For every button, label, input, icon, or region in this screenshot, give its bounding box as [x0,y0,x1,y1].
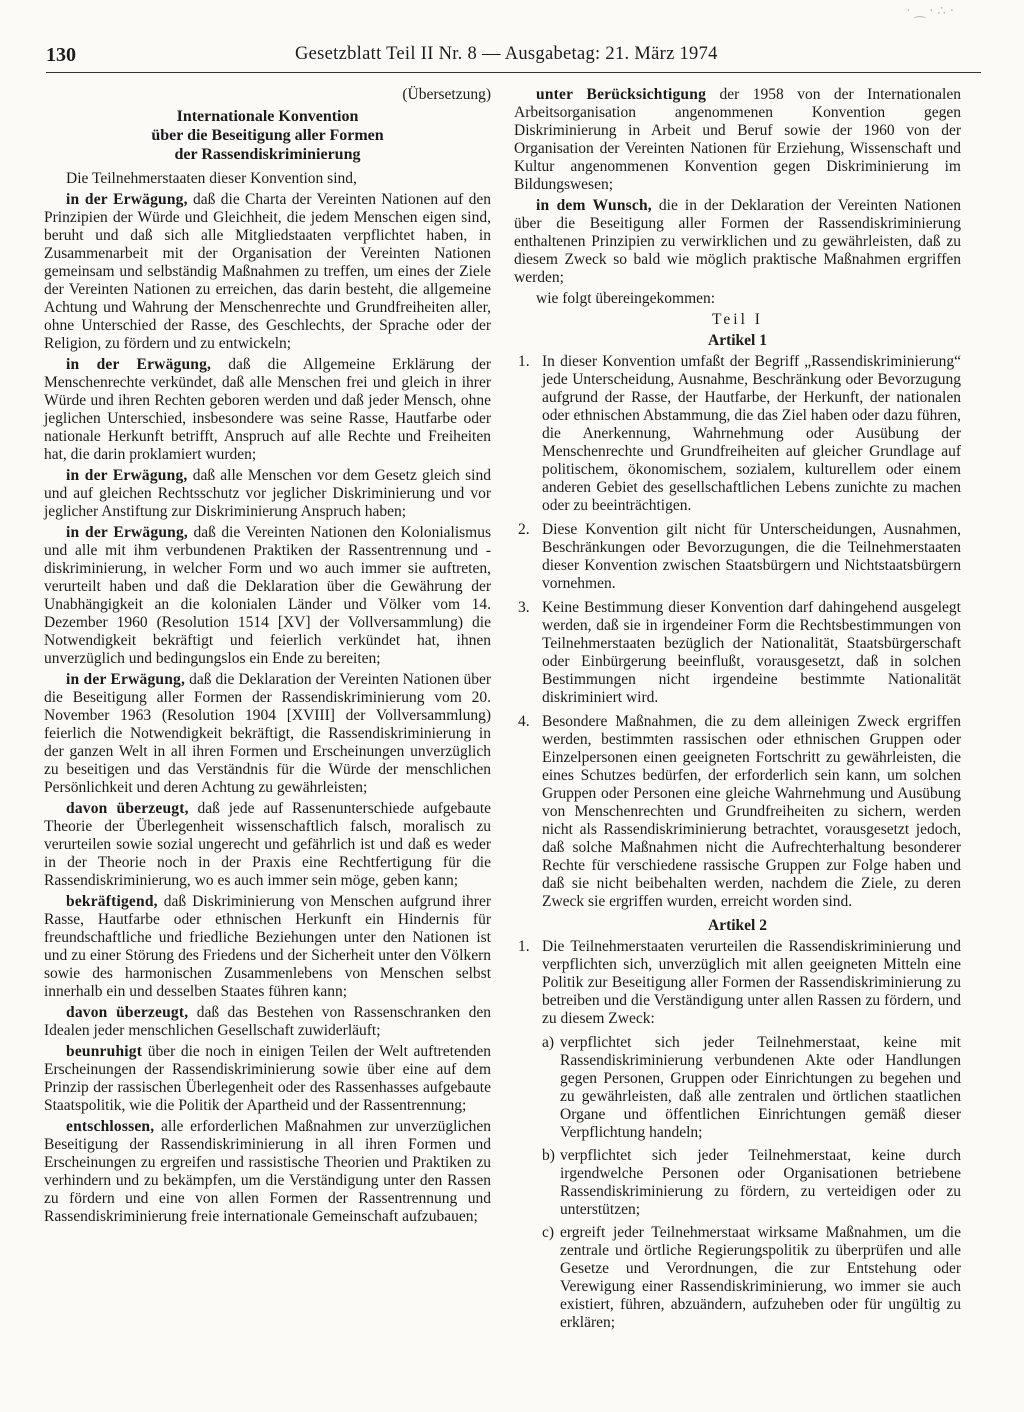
preamble-paragraph [44,1043,491,1115]
agreement-sentence: wie folgt übereingekommen: [536,290,716,307]
paragraph-keyword: in dem Wunsch, [536,197,652,214]
article-2-subitem [514,1034,961,1142]
paragraph-keyword: in der Erwägung, [66,191,188,208]
part-heading: Teil I [712,311,763,328]
header-rule [46,72,981,73]
article-1-item [514,599,961,707]
paragraph-text: daß die Allgemeine Erklärung der Menschenrechte verkündet, daß alle Menschen frei und gleich in ihrer Würde und ihren Rechten geboren werden und daß jeder Mensch, ohne jeglichen Unterschied, insbesondere was seine Rasse, Hautfarbe oder nationale Herkunft betrifft, Anspruch auf alle Rechte und Freiheiten hat, die darin proklamiert wurden; [44,356,491,463]
paragraph-keyword: beunruhigt [66,1043,143,1060]
subitem-text: verpflichtet sich jeder Teilnehmerstaat, keine mit Rassendiskriminierung verbundenen Akte oder Handlungen gegen Personen, Gruppen oder Einrichtungen zu begehen und zu gewährleisten, daß alle zentralen und örtlichen staatlichen Organe und öffentlichen Einrichtungen gemäß dieser Verpflichtung handeln; [560,1034,961,1141]
intro-sentence: Die Teilnehmerstaaten dieser Konvention sind, [66,170,357,187]
paragraph-keyword: entschlossen, [66,1118,155,1135]
paragraph-keyword: bekräftigend, [66,893,158,910]
paragraph-text: daß die Vereinten Nationen den Kolonialismus und alle mit ihm verbundenen Praktiken der Rassentrennung und -diskriminierung, in welcher Form und wo auch immer sie auftreten, verurteilt haben und daß die Deklaration über die Gewährung der Unabhängigkeit an die kolonialen Länder und Völker vom 14. Dezember 1960 (Resolution 1514 [XV] der Vollversammlung) die Notwendigkeit bekräftigt und feierlich verkündet hat, ihnen unverzüglich und bedingungslos ein Ende zu bereiten; [44,524,491,667]
paragraph-keyword: davon überzeugt, [66,800,189,817]
subitem-letter: b) [542,1147,555,1164]
item-number: 3. [518,599,530,616]
paragraph-keyword: unter Berücksichtigung [536,86,707,103]
article-2-item [514,938,961,1028]
paragraph-text: daß jede auf Rassenunterschiede aufgebaute Theorie der Überlegenheit wissenschaftlich falsch, moralisch zu verurteilen sowie sozial ungerecht und gefährlich ist und daß es weder in der Theorie noch in der Praxis eine Rechtfertigung für die Rassendiskriminierung, wo es auch immer sein möge, geben kann; [44,800,491,889]
preamble-paragraph [44,800,491,890]
preamble-paragraph [44,467,491,521]
item-text: Diese Konvention gilt nicht für Unterscheidungen, Ausnahmen, Beschränkungen oder Bevorzugungen, die die Teilnehmerstaaten dieser Konvention zwischen Staatsbürgern und Nichtstaatsbürgern vornehmen. [542,521,961,592]
paragraph-text: die in der Deklaration der Vereinten Nationen über die Beseitigung aller Formen der Rassendiskriminierung enthaltenen Prinzipien zu verwirklichen und zu gewährleisten, daß zu diesem Zweck so bald wie möglich praktische Maßnahmen ergriffen werden; [514,197,961,286]
paragraph-keyword: in der Erwägung, [66,671,186,688]
subitem-text: verpflichtet sich jeder Teilnehmerstaat, keine durch irgendwelche Personen oder Organisationen betriebene Rassendiskriminierung zu fördern, zu verteidigen oder zu unterstützen; [560,1147,961,1218]
article-1-item [514,521,961,593]
title-line: über die Beseitigung aller Formen [151,127,384,144]
title-line: der Rassendiskriminierung [174,146,361,163]
preamble-paragraph [44,191,491,353]
preamble-paragraph [44,1118,491,1226]
subitem-letter: a) [542,1034,555,1051]
paragraph-text: daß alle Menschen vor dem Gesetz gleich sind und auf gleichen Rechtsschutz vor jeglicher Diskriminierung und vor jeglicher Anstiftung zur Diskriminierung Anspruch haben; [44,467,491,520]
preamble-paragraph [514,197,961,287]
item-text: Keine Bestimmung dieser Konvention darf dahingehend ausgelegt werden, daß sie in irgendeiner Form die Rechtsbestimmungen von Teilnehmerstaaten bezüglich der Nationalität, Staatsbürgerschaft oder Einbürgerung beeinflußt, vorausgesetzt, daß in solchen Bestimmungen nicht irgendeine bestimmte Nationalität diskriminiert wird. [542,599,961,706]
item-number: 2. [518,521,530,538]
left-column [44,86,491,1229]
item-text: In dieser Konvention umfaßt der Begriff „Rassendiskriminierung“ jede Unterscheidung, Ausnahme, Beschränkung oder Bevorzugung aufgrund der Rasse, der Hautfarbe, der Herkunft, der nationalen oder ethnischen Abstammung, die das Ziel haben oder dazu führen, die Anerkennung, Wahrnehmung oder Ausübung der Menschenrechte und Grundfreiheiten auf gleicher Grundlage auf politischem, ökonomischem, sozialem, kulturellem oder einem anderen Gebiet des gesellschaftlichen Lebens zunichte zu machen oder zu beeinträchtigen. [542,353,961,514]
paragraph-text: über die noch in einigen Teilen der Welt auftretenden Erscheinungen der Rassendiskriminierung sowie über eine auf dem Prinzip der rassischen Überlegenheit oder des Rassenhasses aufgebaute Staatspolitik, wie die Politik der Apartheid und der Rassentrennung; [44,1043,491,1114]
translation-note: (Übersetzung) [402,86,491,103]
page-header [46,44,981,68]
paragraph-text: alle erforderlichen Maßnahmen zur unverzüglichen Beseitigung der Rassendiskriminierung in all ihren Formen und Erscheinungen zu ergreifen und rassistische Theorien und Praktiken zu verhindern und zu bekämpfen, um die Verständigung unter den Rassen zu fördern und eine von allen Formen der Rassentrennung und Rassendiskriminierung freie internationale Gemeinschaft aufzubauen; [44,1118,491,1225]
gazette-title: Gesetzblatt Teil II Nr. 8 — Ausgabetag: 21. März 1974 [295,44,718,64]
preamble-paragraph [44,1004,491,1040]
item-text: Besondere Maßnahmen, die zu dem alleinigen Zweck ergriffen werden, bestimmten rassischen oder ethnischen Gruppen oder Einzelpersonen einen geeigneten Fortschritt zu gewährleisten, die eines Schutzes bedürfen, der erforderlich sein kann, um solchen Gruppen oder Personen eine gleiche Wahrnehmung und Ausübung von Menschenrechten und Grundfreiheiten zu sichern, werden nicht als Rassendiskriminierung betrachtet, vorausgesetzt jedoch, daß solche Maßnahmen nicht die Aufrechterhaltung besonderer Rechte für verschiedene rassische Gruppen zur Folge haben und daß sie nicht beibehalten werden, nachdem die Ziele, zu deren Zweck sie ergriffen wurden, erreicht worden sind. [542,713,961,910]
article-2-heading: Artikel 2 [708,917,767,934]
paragraph-text: daß die Charta der Vereinten Nationen auf den Prinzipien der Würde und Gleichheit, die jedem Menschen eigen sind, beruht und daß sich alle Mitgliedstaaten verpflichtet haben, in Zusammenarbeit mit der Organisation der Vereinten Nationen gemeinsam und selbständig Maßnahmen zu treffen, um eines der Ziele der Vereinten Nationen zu erreichen, das darin besteht, die allgemeine Achtung und Wahrung der Menschenrechte und Grundfreiheiten aller, ohne Unterschied der Rasse, des Geschlechts, der Sprache oder der Religion, zu fördern und zu entwickeln; [44,191,491,352]
item-number: 4. [518,713,530,730]
scan-marks: · ⁔ · ∴ · [906,4,954,19]
article-1-item [514,713,961,911]
page-number: 130 [46,44,76,66]
document-title [44,107,491,164]
paragraph-keyword: davon überzeugt, [66,1004,189,1021]
paragraph-text: daß Diskriminierung von Menschen aufgrund ihrer Rasse, Hautfarbe oder ethnischen Herkunft ein Hindernis für freundschaftliche und friedliche Beziehungen unter den Nationen ist und zu einer Störung des Friedens und der Sicherheit unter den Völkern sowie des harmonischen Zusammenlebens von Menschen selbst innerhalb ein und desselben Staates führen kann; [44,893,491,1000]
paragraph-keyword: in der Erwägung, [66,524,188,541]
item-number: 1. [518,353,530,370]
right-column [514,86,961,1337]
paragraph-keyword: in der Erwägung, [66,356,212,373]
preamble-paragraph [44,671,491,797]
paragraph-keyword: in der Erwägung, [66,467,188,484]
paragraph-text: der 1958 von der Internationalen Arbeitsorganisation angenommenen Konvention gegen Diskriminierung in Arbeit und Beruf sowie der 1960 von der Organisation der Vereinten Nationen für Erziehung, Wissenschaft und Kultur angenommenen Konvention gegen Diskriminierung im Bildungswesen; [514,86,961,193]
paragraph-text: daß die Deklaration der Vereinten Nationen über die Beseitigung aller Formen der Rassendiskriminierung vom 20. November 1963 (Resolution 1904 [XVIII] der Vollversammlung) feierlich die Notwendigkeit bekräftigt, die Rassendiskriminierung in der ganzen Welt in all ihren Formen und Erscheinungen unverzüglich zu beseitigen und das Verständnis für die Würde der menschlichen Persönlichkeit und deren Achtung zu gewährleisten; [44,671,491,796]
item-text: Die Teilnehmerstaaten verurteilen die Rassendiskriminierung und verpflichten sich, unverzüglich mit allen geeigneten Mitteln eine Politik zur Beseitigung aller Formen der Rassendiskriminierung zu betreiben und die Verständigung unter allen Rassen zu fördern, und zu diesem Zweck: [542,938,961,1027]
article-2-subitem [514,1147,961,1219]
article-1-heading: Artikel 1 [708,332,767,349]
preamble-paragraph [514,86,961,194]
subitem-text: ergreift jeder Teilnehmerstaat wirksame Maßnahmen, um die zentrale und örtliche Regierungspolitik zu überprüfen und alle Gesetze und Verordnungen, die zur Entstehung oder Verewigung einer Rassendiskriminierung, wo immer sie auch existiert, führen, abzuändern, aufzuheben oder für ungültig zu erklären; [560,1224,961,1331]
subitem-letter: c) [542,1224,555,1241]
paragraph-text: daß das Bestehen von Rassenschranken den Idealen jeder menschlichen Gesellschaft zuwiderläuft; [44,1004,492,1039]
title-line: Internationale Konvention [176,108,359,125]
preamble-paragraph [44,893,491,1001]
article-2-subitem [514,1224,961,1332]
article-1-item [514,353,961,515]
item-number: 1. [518,938,530,955]
preamble-paragraph [44,524,491,668]
preamble-paragraph [44,356,491,464]
